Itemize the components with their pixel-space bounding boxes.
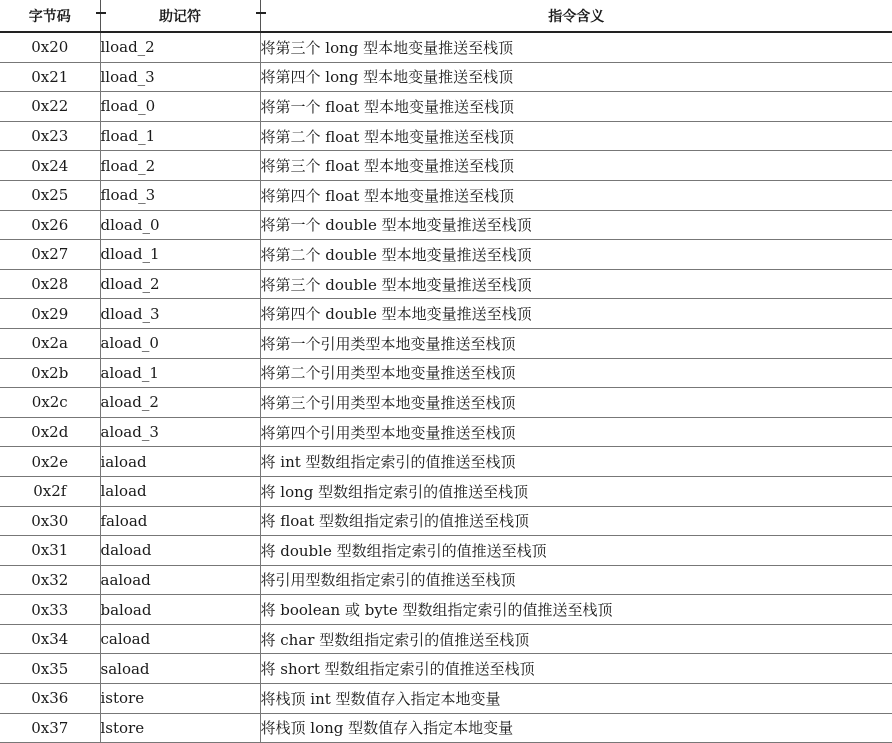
meaning-cell: 将 float 型数组指定索引的值推送至栈顶	[260, 506, 892, 536]
meaning-cell: 将第二个引用类型本地变量推送至栈顶	[260, 358, 892, 388]
table-row	[0, 506, 892, 536]
header-meaning-label: 指令含义	[548, 8, 605, 25]
bytecode-cell: 0x33	[0, 595, 100, 625]
table-header-row	[0, 0, 892, 32]
header-bytecode	[0, 0, 100, 32]
meaning-cell: 将第三个 float 型本地变量推送至栈顶	[260, 151, 892, 181]
table-row	[0, 536, 892, 566]
mnemonic-cell: lload_2	[100, 32, 260, 62]
bytecode-cell: 0x34	[0, 624, 100, 654]
table-row	[0, 388, 892, 418]
bytecode-cell: 0x30	[0, 506, 100, 536]
meaning-cell: 将 short 型数组指定索引的值推送至栈顶	[260, 654, 892, 684]
mnemonic-cell: aload_0	[100, 328, 260, 358]
mnemonic-cell: fload_1	[100, 121, 260, 151]
table-row	[0, 62, 892, 92]
meaning-cell: 将第一个 double 型本地变量推送至栈顶	[260, 210, 892, 240]
table-row	[0, 180, 892, 210]
bytecode-cell: 0x26	[0, 210, 100, 240]
header-meaning	[260, 0, 892, 32]
bytecode-cell: 0x27	[0, 240, 100, 270]
bytecode-cell: 0x21	[0, 62, 100, 92]
meaning-cell: 将第一个引用类型本地变量推送至栈顶	[260, 328, 892, 358]
meaning-cell: 将第四个 float 型本地变量推送至栈顶	[260, 180, 892, 210]
table-row	[0, 654, 892, 684]
meaning-cell: 将栈顶 long 型数值存入指定本地变量	[260, 713, 892, 743]
meaning-cell: 将第一个 float 型本地变量推送至栈顶	[260, 92, 892, 122]
table-row	[0, 269, 892, 299]
table-row	[0, 240, 892, 270]
mnemonic-cell: fload_0	[100, 92, 260, 122]
table-row	[0, 565, 892, 595]
bytecode-cell: 0x24	[0, 151, 100, 181]
meaning-cell: 将第二个 double 型本地变量推送至栈顶	[260, 240, 892, 270]
table-row	[0, 417, 892, 447]
mnemonic-cell: lstore	[100, 713, 260, 743]
table-row	[0, 476, 892, 506]
table-row	[0, 121, 892, 151]
bytecode-cell: 0x23	[0, 121, 100, 151]
meaning-cell: 将引用型数组指定索引的值推送至栈顶	[260, 565, 892, 595]
header-bytecode-label: 字节码	[28, 8, 71, 25]
bytecode-cell: 0x2f	[0, 476, 100, 506]
bytecode-cell: 0x29	[0, 299, 100, 329]
meaning-cell: 将第四个引用类型本地变量推送至栈顶	[260, 417, 892, 447]
header-mnemonic	[100, 0, 260, 32]
header-mnemonic-label: 助记符	[159, 8, 201, 25]
table-row	[0, 328, 892, 358]
table-row	[0, 595, 892, 625]
bytecode-cell: 0x2d	[0, 417, 100, 447]
mnemonic-cell: laload	[100, 476, 260, 506]
bytecode-cell: 0x20	[0, 32, 100, 62]
mnemonic-cell: daload	[100, 536, 260, 566]
meaning-cell: 将 char 型数组指定索引的值推送至栈顶	[260, 624, 892, 654]
meaning-cell: 将第四个 double 型本地变量推送至栈顶	[260, 299, 892, 329]
table-row	[0, 358, 892, 388]
meaning-cell: 将 int 型数组指定索引的值推送至栈顶	[260, 447, 892, 477]
meaning-cell: 将第二个 float 型本地变量推送至栈顶	[260, 121, 892, 151]
meaning-cell: 将栈顶 int 型数值存入指定本地变量	[260, 684, 892, 714]
mnemonic-cell: lload_3	[100, 62, 260, 92]
table-row	[0, 447, 892, 477]
mnemonic-cell: baload	[100, 595, 260, 625]
bytecode-cell: 0x2b	[0, 358, 100, 388]
mnemonic-cell: dload_0	[100, 210, 260, 240]
table-row	[0, 684, 892, 714]
bytecode-cell: 0x31	[0, 536, 100, 566]
bytecode-cell: 0x32	[0, 565, 100, 595]
mnemonic-cell: aload_1	[100, 358, 260, 388]
mnemonic-cell: aload_3	[100, 417, 260, 447]
mnemonic-cell: caload	[100, 624, 260, 654]
bytecode-cell: 0x25	[0, 180, 100, 210]
table-row	[0, 32, 892, 62]
mnemonic-cell: aaload	[100, 565, 260, 595]
table-row	[0, 151, 892, 181]
table-row	[0, 210, 892, 240]
meaning-cell: 将第三个引用类型本地变量推送至栈顶	[260, 388, 892, 418]
mnemonic-cell: faload	[100, 506, 260, 536]
table-row	[0, 92, 892, 122]
bytecode-cell: 0x2c	[0, 388, 100, 418]
mnemonic-cell: dload_1	[100, 240, 260, 270]
mnemonic-cell: iaload	[100, 447, 260, 477]
mnemonic-cell: fload_2	[100, 151, 260, 181]
mnemonic-cell: dload_3	[100, 299, 260, 329]
table-row	[0, 624, 892, 654]
bytecode-cell: 0x36	[0, 684, 100, 714]
mnemonic-cell: istore	[100, 684, 260, 714]
bytecode-cell: 0x28	[0, 269, 100, 299]
meaning-cell: 将第三个 double 型本地变量推送至栈顶	[260, 269, 892, 299]
meaning-cell: 将第四个 long 型本地变量推送至栈顶	[260, 62, 892, 92]
table-row	[0, 713, 892, 743]
mnemonic-cell: saload	[100, 654, 260, 684]
meaning-cell: 将第三个 long 型本地变量推送至栈顶	[260, 32, 892, 62]
mnemonic-cell: aload_2	[100, 388, 260, 418]
meaning-cell: 将 long 型数组指定索引的值推送至栈顶	[260, 476, 892, 506]
bytecode-cell: 0x2e	[0, 447, 100, 477]
mnemonic-cell: fload_3	[100, 180, 260, 210]
table-row	[0, 299, 892, 329]
mnemonic-cell: dload_2	[100, 269, 260, 299]
bytecode-cell: 0x35	[0, 654, 100, 684]
bytecode-cell: 0x37	[0, 713, 100, 743]
meaning-cell: 将 double 型数组指定索引的值推送至栈顶	[260, 536, 892, 566]
table-body	[0, 32, 892, 743]
meaning-cell: 将 boolean 或 byte 型数组指定索引的值推送至栈顶	[260, 595, 892, 625]
bytecode-cell: 0x2a	[0, 328, 100, 358]
bytecode-cell: 0x22	[0, 92, 100, 122]
